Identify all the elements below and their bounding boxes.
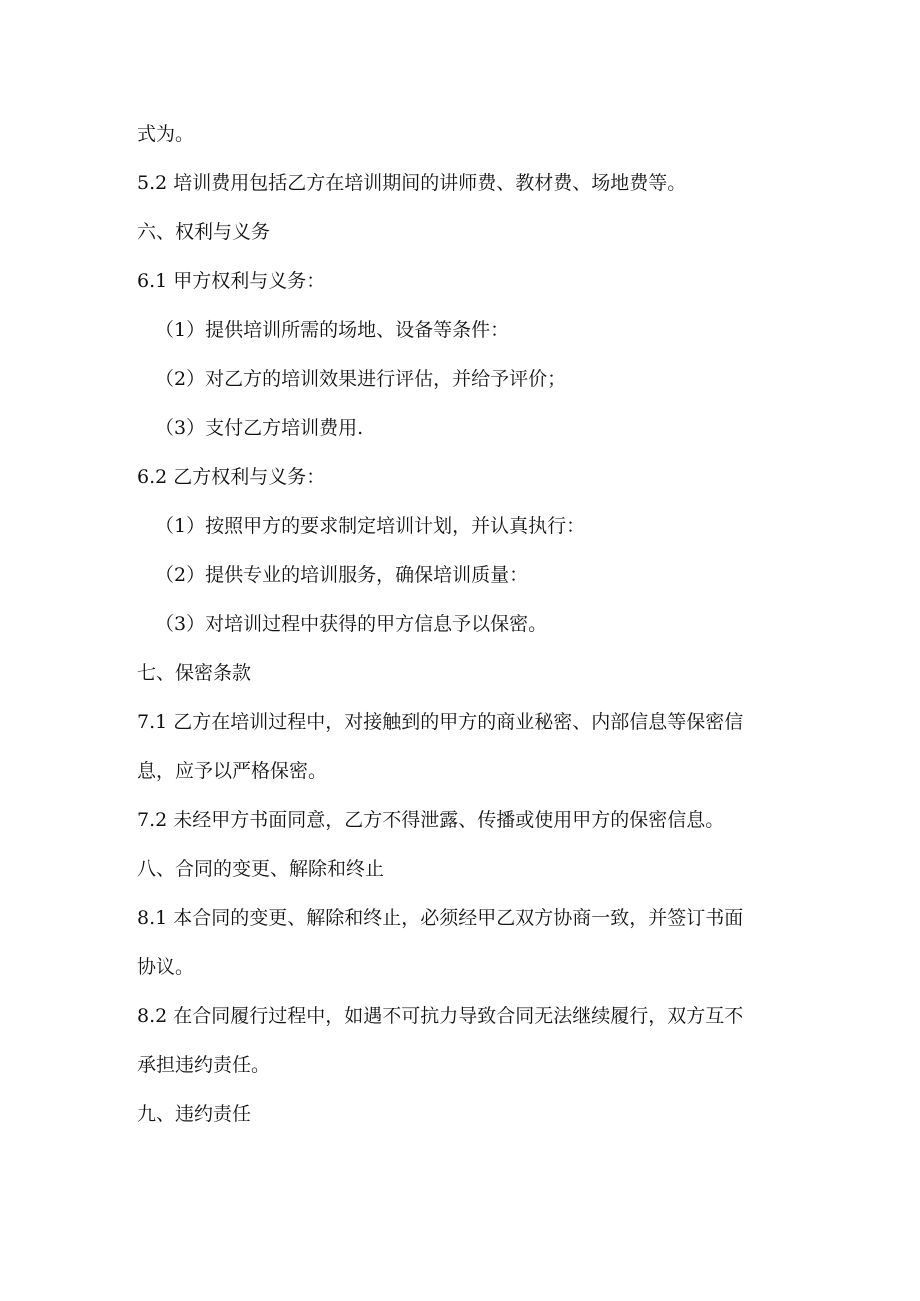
section-heading-6: 六、权利与义务 [137,221,271,243]
clause-7-1: 7.1 乙方在培训过程中，对接触到的甲方的商业秘密、内部信息等保密信 [137,711,744,733]
section-heading-9: 九、违约责任 [137,1103,252,1125]
clause-7-1-continued: 息，应予以严格保密。 [137,760,328,782]
clause-8-1-continued: 协议。 [137,956,195,978]
clause-7-2: 7.2 未经甲方书面同意，乙方不得泄露、传播或使用甲方的保密信息。 [137,809,725,831]
clause-8-1: 8.1 本合同的变更、解除和终止，必须经甲乙双方协商一致，并签订书面 [137,907,744,929]
list-item: （2）提供专业的培训服务，确保培训质量： [155,564,529,586]
clause-8-2-continued: 承担违约责任。 [137,1054,271,1076]
list-item: （1）按照甲方的要求制定培训计划，并认真执行： [155,515,586,537]
list-item: （3）对培训过程中获得的甲方信息予以保密。 [155,613,548,635]
list-item: （1）提供培训所需的场地、设备等条件： [155,319,510,341]
list-item: （3）支付乙方培训费用. [155,417,364,439]
clause-5-2: 5.2 培训费用包括乙方在培训期间的讲师费、教材费、场地费等。 [137,172,687,194]
section-heading-8: 八、合同的变更、解除和终止 [137,858,385,880]
clause-8-2: 8.2 在合同履行过程中，如遇不可抗力导致合同无法继续履行，双方互不 [137,1005,744,1027]
document-body [137,110,797,1139]
clause-6-1: 6.1 甲方权利与义务： [137,270,326,292]
clause-6-2: 6.2 乙方权利与义务： [137,466,326,488]
text-line: 式为。 [137,123,195,145]
section-heading-7: 七、保密条款 [137,662,252,684]
list-item: （2）对乙方的培训效果进行评估，并给予评价； [155,368,567,390]
